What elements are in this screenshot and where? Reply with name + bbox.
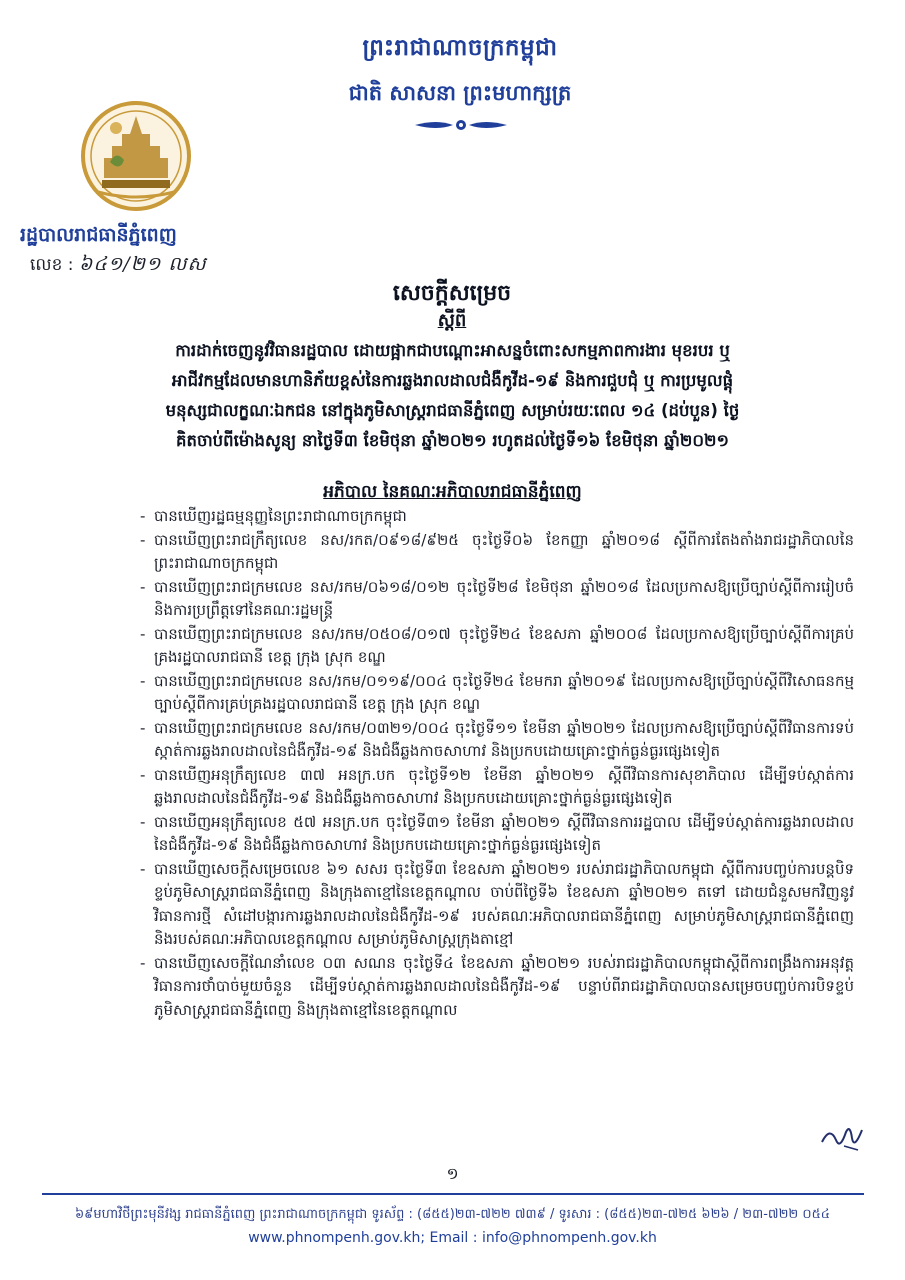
national-motto: ជាតិ សាសនា ព្រះមហាក្សត្រ (348, 81, 572, 105)
initials-signature (818, 1120, 868, 1156)
reference-number (30, 252, 330, 280)
list-item: - បានឃើញព្រះរាជក្រមលេខ នស/រកម/០៣២១/០០៤ ចុះថ្ងៃទី១១ ខែមីនា ឆ្នាំ២០២១ ដែលប្រកាសឱ្យប្រើច្បាប់ស្តីពីវិធានការទប់ស្កាត់ការឆ្លងរាលដាលនៃជំងឺកូវីដ-១៩ និងជំងឺឆ្លងកាចសាហាវ និងប្រកបដោយគ្រោះថ្នាក់ធ្ងន់ធ្ងរផ្សេងទៀត (140, 718, 854, 760)
subject-line: ការដាក់ចេញនូវវិធានរដ្ឋបាល ដោយផ្អាកជាបណ្តោះអាសន្នចំពោះសកម្មភាពការងារ មុខរបរ ឬ (175, 341, 730, 360)
list-item: - បានឃើញព្រះរាជក្រមលេខ នស/រកម/០៦១៨/០១២ ចុះថ្ងៃទី២៨ ខែមិថុនា ឆ្នាំ២០១៨ ដែលប្រកាសឱ្យប្រើច្បាប់ស្តីពីការរៀបចំ និងការប្រព្រឹត្តទៅនៃគណៈរដ្ឋមន្ត្រី (140, 577, 854, 619)
list-item: - បានឃើញអនុក្រឹត្យលេខ ៣៧ អនក្រ.បក ចុះថ្ងៃទី១២ ខែមីនា ឆ្នាំ២០២១ ស្តីពីវិធានការសុខាភិបាល ដើម្បីទប់ស្កាត់ការឆ្លងរាលដាលនៃជំងឺកូវីដ-១៩ និងជំងឺឆ្លងកាចសាហាវ និងប្រកបដោយគ្រោះថ្នាក់ធ្ងន់ធ្ងរផ្សេងទៀត (140, 765, 854, 807)
governor-heading: អភិបាល នៃគណៈអភិបាលរាជធានីភ្នំពេញ (323, 482, 582, 502)
decision-about-label: ស្តីពី (437, 310, 467, 331)
list-item-text: បានឃើញព្រះរាជក្រមលេខ នស/រកម/០៦១៨/០១២ ចុះថ្ងៃទី២៨ ខែមិថុនា ឆ្នាំ២០១៨ ដែលប្រកាសឱ្យប្រើច្បាប់ស្តីពីការរៀបចំ និងការប្រព្រឹត្តទៅនៃគណៈរដ្ឋមន្ត្រី (154, 577, 854, 619)
list-item-text: បានឃើញសេចក្តីណែនាំលេខ ០៣ សណន ចុះថ្ងៃទី៤ ខែឧសភា ឆ្នាំ២០២១ របស់រាជរដ្ឋាភិបាលកម្ពុជាស្តីពីការពង្រឹងការអនុវត្តវិធានការថាំបាច់មួយចំនួន ដើម្បីទប់ស្កាត់ការឆ្លងរាលដាលនៃជំងឺកូវីដ-១៩ បន្ទាប់ពីរាជរដ្ឋាភិបាលបានសម្រេចបញ្ចប់ការបិទខ្ទប់ភូមិសាស្ត្ររាជធានីភ្នំពេញ និងក្រុងតាខ្មៅនៃខេត្តកណ្តាល (154, 953, 854, 1019)
list-item-text: បានឃើញព្រះរាជក្រមលេខ នស/រកម/០៥០៨/០១៧ ចុះថ្ងៃទី២៤ ខែឧសភា ឆ្នាំ២០០៨ ដែលប្រកាសឱ្យប្រើច្បាប់ស្តីពីការគ្រប់គ្រងរដ្ឋបាលរាជធានី ខេត្ត ក្រុង ស្រុក ខណ្ឌ (154, 624, 854, 666)
page-number: ១ (446, 1164, 459, 1183)
list-item-text: បានឃើញអនុក្រឹត្យលេខ ៣៧ អនក្រ.បក ចុះថ្ងៃទី១២ ខែមីនា ឆ្នាំ២០២១ ស្តីពីវិធានការសុខាភិបាល ដើម្បីទប់ស្កាត់ការឆ្លងរាលដាលនៃជំងឺកូវីដ-១៩ និងជំងឺឆ្លងកាចសាហាវ និងប្រកបដោយគ្រោះថ្នាក់ធ្ងន់ធ្ងរផ្សេងទៀត (154, 765, 854, 807)
list-item-text: បានឃើញព្រះរាជក្រមលេខ នស/រកម/០១១៩/០០៤ ចុះថ្ងៃទី២៤ ខែមករា ឆ្នាំ២០១៩ ដែលប្រកាសឱ្យប្រើច្បាប់ស្តីពីវិសោធនកម្មច្បាប់ស្តីពីការគ្រប់គ្រងរដ្ឋបាលរាជធានី ខេត្ត ក្រុង ស្រុក ខណ្ឌ (154, 671, 854, 713)
issuing-office-name: រដ្ឋបាលរាជធានីភ្នំពេញ (20, 224, 177, 246)
legal-basis-list (132, 505, 854, 1022)
decision-subject (60, 336, 845, 456)
list-item-text: បានឃើញសេចក្តីសម្រេចលេខ ៦១ សសរ ចុះថ្ងៃទី៣ ខែឧសភា ឆ្នាំ២០២១ របស់រាជរដ្ឋាភិបាលកម្ពុជា ស្តីពីការបញ្ចប់ការបន្តបិទខ្ទប់ភូមិសាស្ត្ររាជធានីភ្នំពេញ និងក្រុងតាខ្មៅនៃខេត្តកណ្តាល ចាប់ពីថ្ងៃទី៦ ខែឧសភា ឆ្នាំ២០២១ តទៅ ដោយជំនួសមកវិញនូវវិធានការថ្មី សំដៅបង្ការការឆ្លងរាលដាលនៃជំងឺកូវីដ-១៩ របស់គណៈអភិបាលរាជធានីភ្នំពេញ សម្រាប់ភូមិសាស្ត្ររាជធានីភ្នំពេញ និងរបស់គណៈអភិបាលខេត្តកណ្តាល សម្រាប់ភូមិសាស្ត្រក្រុងតាខ្មៅ (154, 859, 854, 948)
city-seal-logo (80, 100, 192, 212)
list-item: - បានឃើញព្រះរាជក្រមលេខ នស/រកម/០១១៩/០០៤ ចុះថ្ងៃទី២៤ ខែមករា ឆ្នាំ២០១៩ ដែលប្រកាសឱ្យប្រើច្បាប់ស្តីពីវិសោធនកម្មច្បាប់ស្តីពីការគ្រប់គ្រងរដ្ឋបាលរាជធានី ខេត្ត ក្រុង ស្រុក ខណ្ឌ (140, 671, 854, 713)
list-item: - បានឃើញព្រះរាជក្រឹត្យលេខ នស/រកត/០៩១៨/៩២៥ ចុះថ្ងៃទី០៦ ខែកញ្ញា ឆ្នាំ២០១៨ ស្តីពីការតែងតាំងរាជរដ្ឋាភិបាលនៃព្រះរាជាណាចក្រកម្ពុជា (140, 530, 854, 572)
subject-line: គិតចាប់ពីម៉ោងសូន្យ នាថ្ងៃទី៣ ខែមិថុនា ឆ្នាំ២០២១ រហូតដល់ថ្ងៃទី១៦ ខែមិថុនា ឆ្នាំ២០២១ (176, 431, 729, 450)
footer-web-email: www.phnompenh.gov.kh; Email : info@phnompenh.gov.kh (248, 1230, 657, 1246)
decision-title: សេចក្តីសម្រេច (392, 281, 512, 306)
footer-address: ៦៩មហាវិថីព្រះមុនីវង្ស រាជធានីភ្នំពេញ ព្រះរាជាណាចក្រកម្ពុជា ទូរស័ព្ទ : (៨៥៥)២៣-៧២២ ៧៣៩ / ទូរសារ : (៨៥៥)២៣-៧២៥ ៦២៦ / ២៣-៧២២ ០៥៤ (74, 1207, 831, 1222)
list-item-text: បានឃើញព្រះរាជក្រឹត្យលេខ នស/រកត/០៩១៨/៩២៥ ចុះថ្ងៃទី០៦ ខែកញ្ញា ឆ្នាំ២០១៨ ស្តីពីការតែងតាំងរាជរដ្ឋាភិបាលនៃព្រះរាជាណាចក្រកម្ពុជា (154, 530, 854, 572)
subject-line: មនុស្សជាលក្ខណៈឯកជន នៅក្នុងភូមិសាស្ត្ររាជធានីភ្នំពេញ សម្រាប់រយៈពេល ១៤ (ដប់បួន) ថ្ងៃ (165, 401, 740, 420)
ornament-divider-icon (413, 116, 509, 134)
list-item: - បានឃើញរដ្ឋធម្មនុញ្ញនៃព្រះរាជាណាចក្រកម្ពុជា (140, 507, 407, 525)
kingdom-heading: ព្រះរាជាណាចក្រកម្ពុជា (362, 35, 558, 61)
list-item: - បានឃើញព្រះរាជក្រមលេខ នស/រកម/០៥០៨/០១៧ ចុះថ្ងៃទី២៤ ខែឧសភា ឆ្នាំ២០០៨ ដែលប្រកាសឱ្យប្រើច្បាប់ស្តីពីការគ្រប់គ្រងរដ្ឋបាលរាជធានី ខេត្ត ក្រុង ស្រុក ខណ្ឌ (140, 624, 854, 666)
subject-line: អាជីវកម្មដែលមានហានិភ័យខ្ពស់នៃការឆ្លងរាលដាលជំងឺកូវីដ-១៩ និងការជួបជុំ ឬ ការប្រមូលផ្តុំ (171, 371, 734, 390)
list-item-text: បានឃើញព្រះរាជក្រមលេខ នស/រកម/០៣២១/០០៤ ចុះថ្ងៃទី១១ ខែមីនា ឆ្នាំ២០២១ ដែលប្រកាសឱ្យប្រើច្បាប់ស្តីពីវិធានការទប់ស្កាត់ការឆ្លងរាលដាលនៃជំងឺកូវីដ-១៩ និងជំងឺឆ្លងកាចសាហាវ និងប្រកបដោយគ្រោះថ្នាក់ធ្ងន់ធ្ងរផ្សេងទៀត (154, 718, 854, 760)
list-item: - បានឃើញសេចក្តីណែនាំលេខ ០៣ សណន ចុះថ្ងៃទី៤ ខែឧសភា ឆ្នាំ២០២១ របស់រាជរដ្ឋាភិបាលកម្ពុជាស្តីពីការពង្រឹងការអនុវត្តវិធានការថាំបាច់មួយចំនួន ដើម្បីទប់ស្កាត់ការឆ្លងរាលដាលនៃជំងឺកូវីដ-១៩ បន្ទាប់ពីរាជរដ្ឋាភិបាលបានសម្រេចបញ្ចប់ការបិទខ្ទប់ភូមិសាស្ត្ររាជធានីភ្នំពេញ និងក្រុងតាខ្មៅនៃខេត្តកណ្តាល (140, 953, 854, 1019)
list-item: - បានឃើញសេចក្តីសម្រេចលេខ ៦១ សសរ ចុះថ្ងៃទី៣ ខែឧសភា ឆ្នាំ២០២១ របស់រាជរដ្ឋាភិបាលកម្ពុជា ស្តីពីការបញ្ចប់ការបន្តបិទខ្ទប់ភូមិសាស្ត្ររាជធានីភ្នំពេញ និងក្រុងតាខ្មៅនៃខេត្តកណ្តាល ចាប់ពីថ្ងៃទី៦ ខែឧសភា ឆ្នាំ២០២១ តទៅ ដោយជំនួសមកវិញនូវវិធានការថ្មី សំដៅបង្ការការឆ្លងរាលដាលនៃជំងឺកូវីដ-១៩ របស់គណៈអភិបាលរាជធានីភ្នំពេញ សម្រាប់ភូមិសាស្ត្ររាជធានីភ្នំពេញ និងរបស់គណៈអភិបាលខេត្តកណ្តាល សម្រាប់ភូមិសាស្ត្រក្រុងតាខ្មៅ (140, 859, 854, 948)
footer-divider (42, 1193, 864, 1195)
reference-value: ៦៤១/២១ លស (78, 253, 207, 275)
reference-label: លេខ : (30, 255, 74, 275)
list-item-text: បានឃើញរដ្ឋធម្មនុញ្ញនៃព្រះរាជាណាចក្រកម្ពុជា (154, 507, 407, 525)
list-item: - បានឃើញអនុក្រឹត្យលេខ ៥៧ អនក្រ.បក ចុះថ្ងៃទី៣១ ខែមីនា ឆ្នាំ២០២១ ស្តីពីវិធានការរដ្ឋបាល ដើម្បីទប់ស្កាត់ការឆ្លងរាលដាលនៃជំងឺកូវីដ-១៩ និងជំងឺឆ្លងកាចសាហាវ និងប្រកបដោយគ្រោះថ្នាក់ធ្ងន់ធ្ងរផ្សេងទៀត (140, 812, 854, 854)
list-item-text: បានឃើញអនុក្រឹត្យលេខ ៥៧ អនក្រ.បក ចុះថ្ងៃទី៣១ ខែមីនា ឆ្នាំ២០២១ ស្តីពីវិធានការរដ្ឋបាល ដើម្បីទប់ស្កាត់ការឆ្លងរាលដាលនៃជំងឺកូវីដ-១៩ និងជំងឺឆ្លងកាចសាហាវ និងប្រកបដោយគ្រោះថ្នាក់ធ្ងន់ធ្ងរផ្សេងទៀត (154, 812, 854, 854)
